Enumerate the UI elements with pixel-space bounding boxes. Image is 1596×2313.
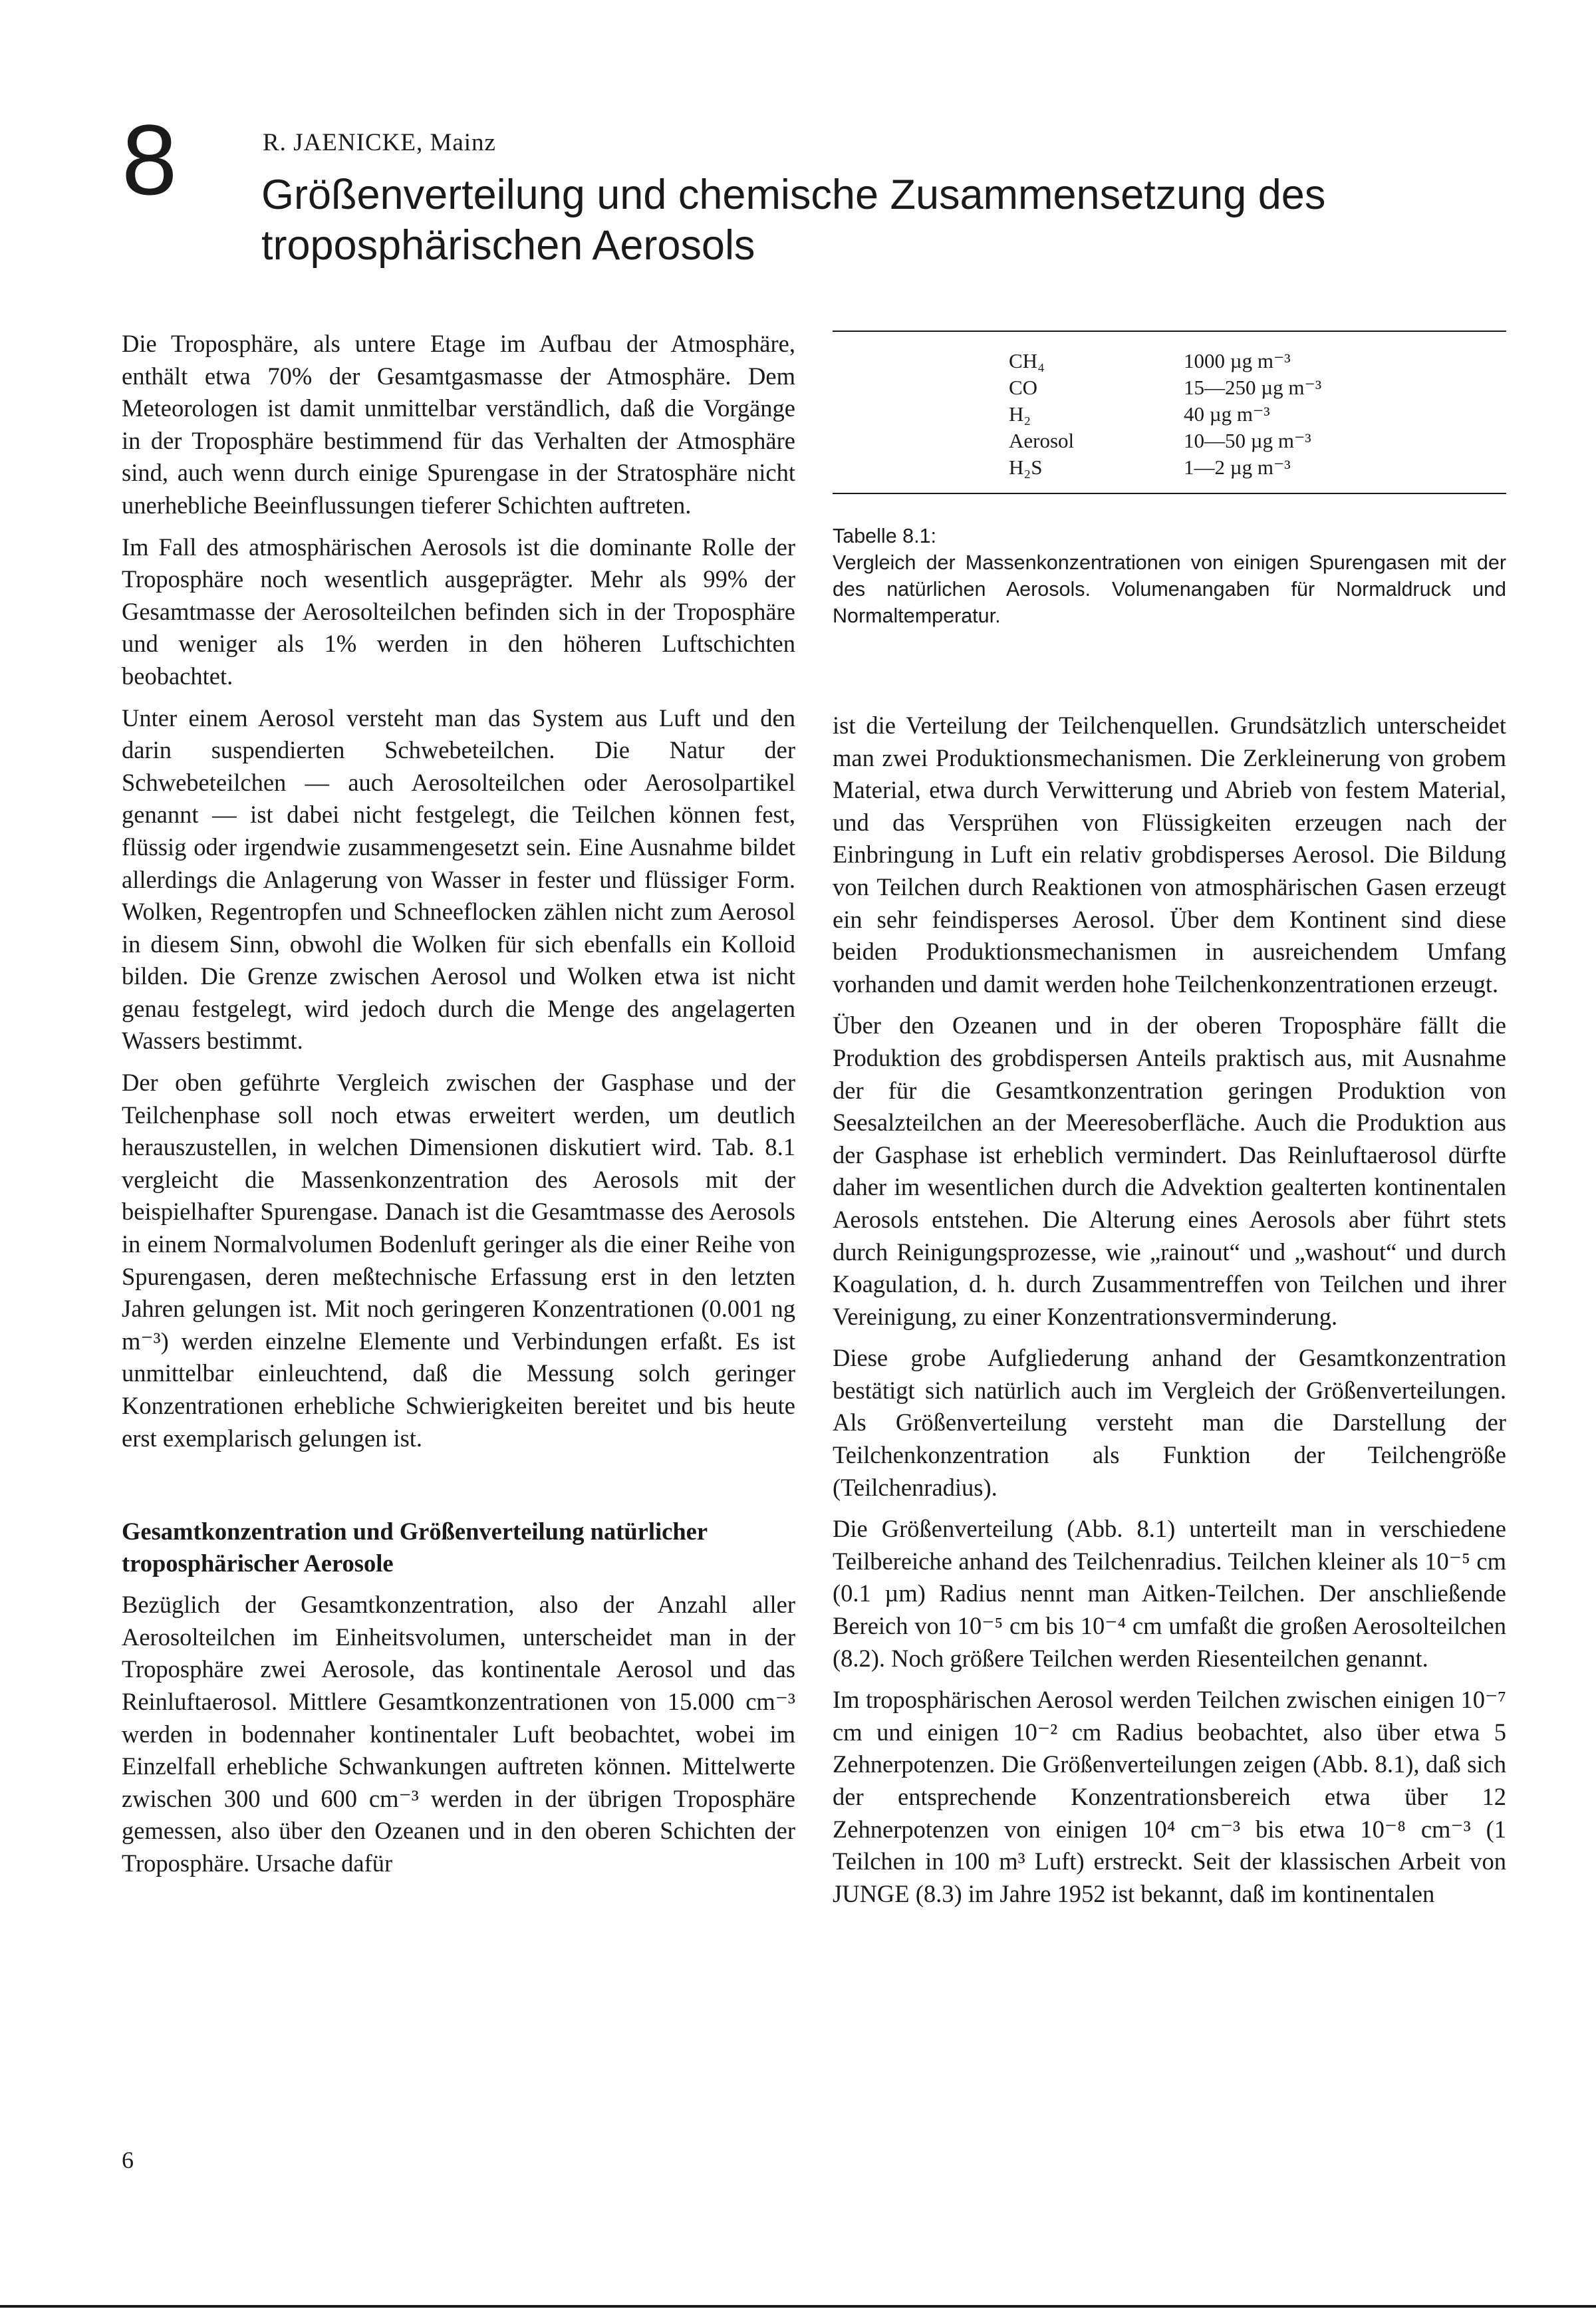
paragraph: Die Größenverteilung (Abb. 8.1) unterteilt man in verschiedene Teilbereiche anhand des Teilchenradius. Teilchen kleiner als 10⁻⁵ cm (0.1 µm) Radius nennt man Aitken-Teilchen. Der anschließende Bereich von 10⁻⁵ cm bis 10⁻⁴ cm umfaßt die großen Aerosolteilchen (8.2). Noch größere Teilchen werden Riesenteilchen genannt. (833, 1515, 1506, 1672)
paragraph: Bezüglich der Gesamtkonzentration, also der Anzahl aller Aerosolteilchen im Einheitsvolumen, unterscheidet man in der Troposphäre zwei Aerosole, das kontinentale Aerosol und das Reinluftaerosol. Mittlere Gesamtkonzentrationen von 15.000 cm⁻³ werden in bodennaher kontinentaler Luft beobachtet, wobei im Einzelfall erhebliche Schwankungen auftreten können. Mittelwerte zwischen 300 und 600 cm⁻³ werden in der übrigen Troposphäre gemessen, also über den Ozeanen und in den oberen Schichten der Troposphäre. Ursache dafür (122, 1591, 795, 1877)
concentration-cell: 10—50 µg m⁻³ (1184, 429, 1311, 452)
concentration-cell: 40 µg m⁻³ (1184, 402, 1270, 426)
paragraph: Im troposphärischen Aerosol werden Teilchen zwischen einigen 10⁻⁷ cm und einigen 10⁻² cm Radius beobachtet, also über etwa 5 Zehnerpotenzen. Die Größenverteilungen zeigen (Abb. 8.1), daß sich der entsprechende Konzentrationsbereich etwa über 12 Zehnerpotenzen von einigen 10⁴ cm⁻³ bis etwa 10⁻⁸ cm⁻³ (1 Teilchen in 100 m³ Luft) erstreckt. Seit der klassischen Arbeit von JUNGE (8.3) im Jahre 1952 ist bekannt, daß im kontinentalen (833, 1686, 1506, 1907)
author-line: R. JAENICKE, Mainz (263, 129, 496, 156)
caption-text: Vergleich der Massenkonzentrationen von einigen Spurengasen mit der des natürlichen Aerosols. Volumenangaben für Normaldruck und Normaltemperatur. (833, 551, 1506, 627)
left-column (122, 328, 795, 1889)
chapter-title: Größenverteilung und chemische Zusammensetzung des troposphärischen Aerosols (261, 172, 1326, 269)
table-body (833, 332, 1506, 493)
table-row (833, 454, 1506, 481)
paragraph: Im Fall des atmosphärischen Aerosols ist die dominante Rolle der Troposphäre noch wesentlich ausgeprägter. Mehr als 99% der Gesamtmasse der Aerosolteilchen befinden sich in der Troposphäre und weniger als 1% werden in den höheren Luftschichten beobachtet. (122, 533, 795, 690)
concentration-cell: 1—2 µg m⁻³ (1184, 456, 1291, 479)
concentration-cell: 1000 µg m⁻³ (1184, 349, 1291, 372)
concentration-cell: 15—250 µg m⁻³ (1184, 376, 1322, 399)
table-bottom-rule (833, 493, 1506, 494)
table-row (833, 348, 1506, 374)
concentration-table (833, 331, 1506, 494)
chapter-number: 8 (122, 104, 178, 215)
table-caption (833, 523, 1506, 629)
substance-cell: CH₄ (1009, 349, 1045, 372)
paragraph: Über den Ozeanen und in der oberen Troposphäre fällt die Produktion des grobdispersen Anteils praktisch aus, mit Ausnahme der für die Gesamtkonzentration geringen Produktion von Seesalzteilchen an der Meeresoberfläche. Auch die Produktion aus der Gasphase ist erheblich vermindert. Das Reinluftaerosol dürfte daher im wesentlichen durch die Advektion gealterten kontinentalen Aerosols entstehen. Die Alterung eines Aerosols aber führt stets durch Reinigungsprozesse, wie „rainout“ und „washout“ und durch Koagulation, d. h. durch Zusammentreffen von Teilchen und ihrer Vereinigung, zu einer Konzentrationsverminderung. (833, 1012, 1506, 1330)
paragraph: Der oben geführte Vergleich zwischen der Gasphase und der Teilchenphase soll noch etwas erweitert werden, um deutlich herauszustellen, in welchen Dimensionen diskutiert wird. Tab. 8.1 vergleicht die Massenkonzentration des Aerosols mit der beispielhafter Spurengase. Danach ist die Gesamtmasse des Aerosols in einem Normalvolumen Bodenluft geringer als die einer Reihe von Spurengasen, deren meßtechnische Erfassung erst in den letzten Jahren gelungen ist. Mit noch geringeren Konzentrationen (0.001 ng m⁻³) werden einzelne Elemente und Verbindungen erfaßt. Es ist unmittelbar einleuchtend, daß die Messung solch geringer Konzentrationen erhebliche Schwierigkeiten bereitet und bis heute erst exemplarisch gelungen ist. (122, 1069, 795, 1452)
paragraph: Unter einem Aerosol versteht man das System aus Luft und den darin suspendierten Schwebeteilchen. Die Natur der Schwebeteilchen — auch Aerosolteilchen oder Aerosolpartikel genannt — ist dabei nicht festgelegt, die Teilchen können fest, flüssig oder irgendwie zusammengesetzt sein. Eine Ausnahme bildet allerdings die Anlagerung von Wasser in fester und flüssiger Form. Wolken, Regentropfen und Schneeflocken zählen nicht zum Aerosol in diesem Sinn, obwohl die Wolken für sich ebenfalls ein Kolloid bilden. Die Grenze zwischen Aerosol und Wolken etwa ist nicht genau festgelegt, wird jedoch durch die Menge des angelagerten Wassers bestimmt. (122, 704, 795, 1055)
paragraph: Die Troposphäre, als untere Etage im Aufbau der Atmosphäre, enthält etwa 70% der Gesamtgasmasse der Atmosphäre. Dem Meteorologen ist damit unmittelbar verständlich, daß die Vorgänge in der Troposphäre bestimmend für das Verhalten der Atmosphäre sind, auch wenn durch einige Spurengase in der Stratosphäre nicht unerhebliche Beeinflussungen tieferer Schichten auftreten. (122, 330, 795, 519)
table-row (833, 428, 1506, 454)
right-column (833, 710, 1506, 1919)
table-row (833, 374, 1506, 401)
table-row (833, 401, 1506, 428)
paragraph: Diese grobe Aufgliederung anhand der Gesamtkonzentration bestätigt sich natürlich auch im Vergleich der Größenverteilungen. Als Größenverteilung versteht man die Darstellung der Teilchenkonzentration als Funktion der Teilchengröße (Teilchenradius). (833, 1344, 1506, 1501)
substance-cell: CO (1009, 376, 1038, 399)
substance-cell: H₂ (1009, 402, 1031, 426)
substance-cell: Aerosol (1009, 429, 1075, 452)
bottom-edge-rule (0, 2305, 1596, 2308)
paragraph: ist die Verteilung der Teilchenquellen. Grundsätzlich unterscheidet man zwei Produktionsmechanismen. Die Zerkleinerung von grobem Material, etwa durch Verwitterung und Abrieb von festem Material, und das Versprühen von Flüssigkeiten erzeugen nach der Einbringung in Luft ein relativ grobdisperses Aerosol. Die Bildung von Teilchen durch Reaktionen von atmosphärischen Gasen erzeugt ein sehr feindisperses Aerosol. Über dem Kontinent sind diese beiden Produktionsmechanismen in ausreichendem Umfang vorhanden und damit werden hohe Teilchenkonzentrationen erzeugt. (833, 712, 1506, 998)
page-number: 6 (122, 2147, 134, 2173)
substance-cell: H₂S (1009, 456, 1043, 479)
section-heading: Gesamtkonzentration und Größenverteilung natürlicher troposphärischer Aerosole (122, 1518, 708, 1577)
caption-label: Tabelle 8.1: (833, 525, 936, 547)
